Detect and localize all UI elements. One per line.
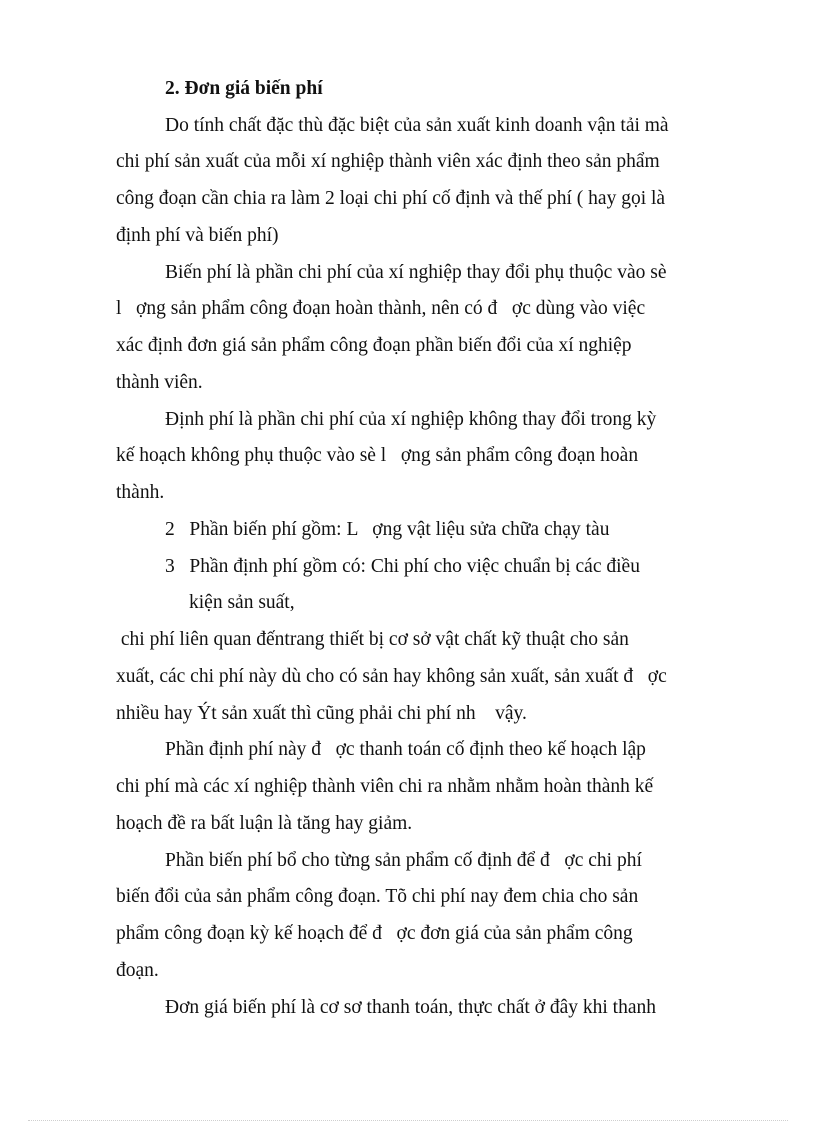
text-line: thành.: [116, 482, 165, 503]
text-line: l ợng sản phẩm công đoạn hoàn thành, nên có đ ợc dùng vào việc: [116, 298, 646, 319]
text-line: kế hoạch không phụ thuộc vào sè l ợng sản phẩm công đoạn hoàn: [116, 445, 639, 466]
text-line: nhiều hay Ýt sản xuất thì cũng phải chi phí nh vậy.: [116, 703, 527, 724]
text-line: Phần biến phí bổ cho từng sản phẩm cố định để đ ợc chi phí: [165, 850, 642, 871]
text-line: thành viên.: [116, 372, 203, 393]
text-line: chi phí liên quan đếntrang thiết bị cơ sở vật chất kỹ thuật cho sản: [116, 629, 629, 650]
list-item-continuation: kiện sản suất,: [189, 592, 295, 613]
text-line: Phần định phí này đ ợc thanh toán cố định theo kế hoạch lập: [165, 739, 646, 760]
list-item: 2 Phần biến phí gồm: L ợng vật liệu sửa chữa chạy tàu: [165, 519, 610, 540]
text-line: xuất, các chi phí này dù cho có sản hay không sản xuất, sản xuất đ ợc: [116, 666, 667, 687]
list-item: 3 Phần định phí gồm có: Chi phí cho việc chuẩn bị các điều: [165, 556, 640, 577]
page-bottom-divider: [28, 1120, 788, 1121]
text-line: phẩm công đoạn kỳ kế hoạch để đ ợc đơn giá của sản phẩm công: [116, 923, 633, 944]
text-line: chi phí sản xuất của mỗi xí nghiệp thành viên xác định theo sản phẩm: [116, 151, 660, 172]
text-line: Định phí là phần chi phí của xí nghiệp không thay đổi trong kỳ: [165, 409, 657, 430]
text-line: Đơn giá biến phí là cơ sơ thanh toán, thực chất ở đây khi thanh: [165, 997, 656, 1018]
text-line: hoạch đề ra bất luận là tăng hay giảm.: [116, 813, 413, 834]
text-line: xác định đơn giá sản phẩm công đoạn phần biến đổi của xí nghiệp: [116, 335, 632, 356]
text-line: định phí và biến phí): [116, 225, 279, 246]
text-line: Biến phí là phần chi phí của xí nghiệp thay đổi phụ thuộc vào sè: [165, 262, 667, 283]
section-heading: 2. Đơn giá biến phí: [165, 78, 323, 99]
text-line: Do tính chất đặc thù đặc biệt của sản xuất kinh doanh vận tải mà: [165, 115, 669, 136]
text-line: công đoạn cần chia ra làm 2 loại chi phí cố định và thế phí ( hay gọi là: [116, 188, 666, 209]
text-line: đoạn.: [116, 960, 159, 981]
text-line: chi phí mà các xí nghiệp thành viên chi ra nhằm nhằm hoàn thành kế: [116, 776, 654, 797]
text-line: biến đổi của sản phẩm công đoạn. Tõ chi phí nay đem chia cho sản: [116, 886, 639, 907]
